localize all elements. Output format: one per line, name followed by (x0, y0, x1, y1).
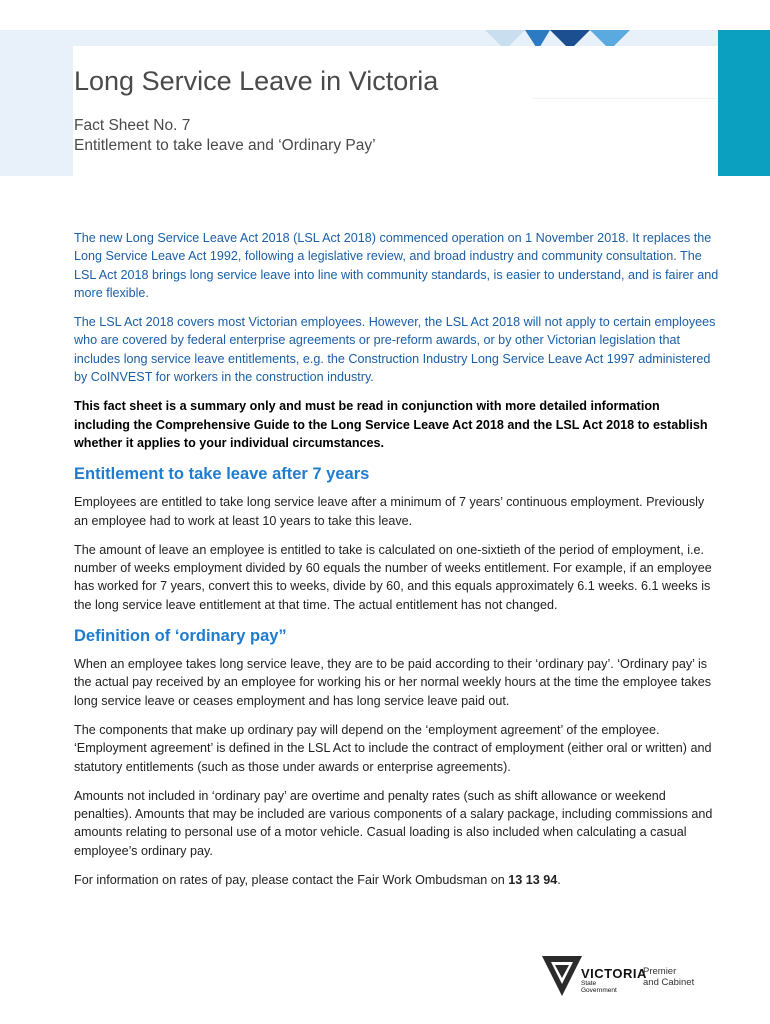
department-line-2: and Cabinet (643, 977, 695, 988)
header-teal-panel (718, 30, 770, 176)
ordinary-pay-paragraph-2: The components that make up ordinary pay will depend on the ‘employment agreement’ of the employee. ‘Employment agreement’ is defined in the LSL Act to include the contract of employment (either oral or written) and statutory entitlements (such as those under awards or enterprise agreements). (74, 722, 712, 774)
subtitle-line-1: Fact Sheet No. 7 (74, 117, 191, 134)
logo-subtext-line-1: State (581, 980, 597, 987)
section-heading-ordinary-pay: Definition of ‘ordinary pay” (74, 627, 287, 646)
entitlement-paragraph-2: The amount of leave an employee is entitled to take is calculated on one-sixtieth of the period of employment, i.e. number of weeks employment divided by 60 equals the number of weeks entitlement. For example, if an employee has worked for 7 years, convert this to weeks, divide by 60, and this equals approximately 6.1 weeks. 6.1 weeks is the long service leave entitlement at that time. The actual entitlement has not changed. (74, 542, 712, 612)
header-divider (533, 98, 718, 99)
document-body (74, 229, 719, 900)
entitlement-paragraph-1: Employees are entitled to take long service leave after a minimum of 7 years’ continuous employment. Previously an employee had to work at least 10 years to take this leave. (74, 495, 705, 528)
page-title: Long Service Leave in Victoria (74, 66, 439, 96)
logo-subtext (581, 980, 641, 994)
page-subtitle (74, 116, 376, 156)
contact-suffix: . (557, 873, 561, 888)
summary-note: This fact sheet is a summary only and must be read in conjunction with more detailed information including the Comprehensive Guide to the Long Service Leave Act 2018 and the LSL Act 2018 to establish whether it applies to your individual circumstances. (74, 399, 708, 450)
department-line-1: Premier (643, 966, 677, 977)
contact-phone-number: 13 13 94 (508, 873, 558, 888)
victoria-logo-icon (540, 954, 584, 998)
ordinary-pay-paragraph-3: Amounts not included in ‘ordinary pay’ are overtime and penalty rates (such as shift allowance or weekend penalties). Amounts that may be included are various components of a salary package, including commissions and amounts relating to personal use of a motor vehicle. Casual loading is also included when calculating a casual employee’s ordinary pay. (74, 788, 713, 858)
intro-paragraph-2: The LSL Act 2018 covers most Victorian employees. However, the LSL Act 2018 will not apply to certain employees who are covered by federal enterprise agreements or pre-reform awards, or by other Victorian legislation that includes long service leave entitlements, e.g. the Construction Industry Long Service Leave Act 1997 administered by CoINVEST for workers in the construction industry. (74, 315, 716, 385)
logo-wordmark: VICTORIA (581, 966, 647, 981)
department-name (643, 966, 694, 988)
section-heading-entitlement: Entitlement to take leave after 7 years (74, 465, 370, 484)
contact-paragraph (74, 871, 719, 889)
subtitle-line-2: Entitlement to take leave and ‘Ordinary Pay’ (74, 137, 376, 154)
contact-text: For information on rates of pay, please contact the Fair Work Ombudsman on (74, 873, 509, 888)
logo-subtext-line-2: Government (581, 987, 617, 994)
ordinary-pay-paragraph-1: When an employee takes long service leave, they are to be paid according to their ‘ordinary pay’. ‘Ordinary pay’ is the actual pay received by an employee for working his or her normal weekly hours at the time the employee takes long service leave or ceases employment and has long service leave paid out. (74, 657, 712, 708)
intro-paragraph-1: The new Long Service Leave Act 2018 (LSL Act 2018) commenced operation on 1 November 2018. It replaces the Long Service Leave Act 1992, following a legislative review, and broad industry and community consultation. The LSL Act 2018 brings long service leave into line with community standards, is easier to understand, and is fairer and more flexible. (74, 231, 719, 300)
